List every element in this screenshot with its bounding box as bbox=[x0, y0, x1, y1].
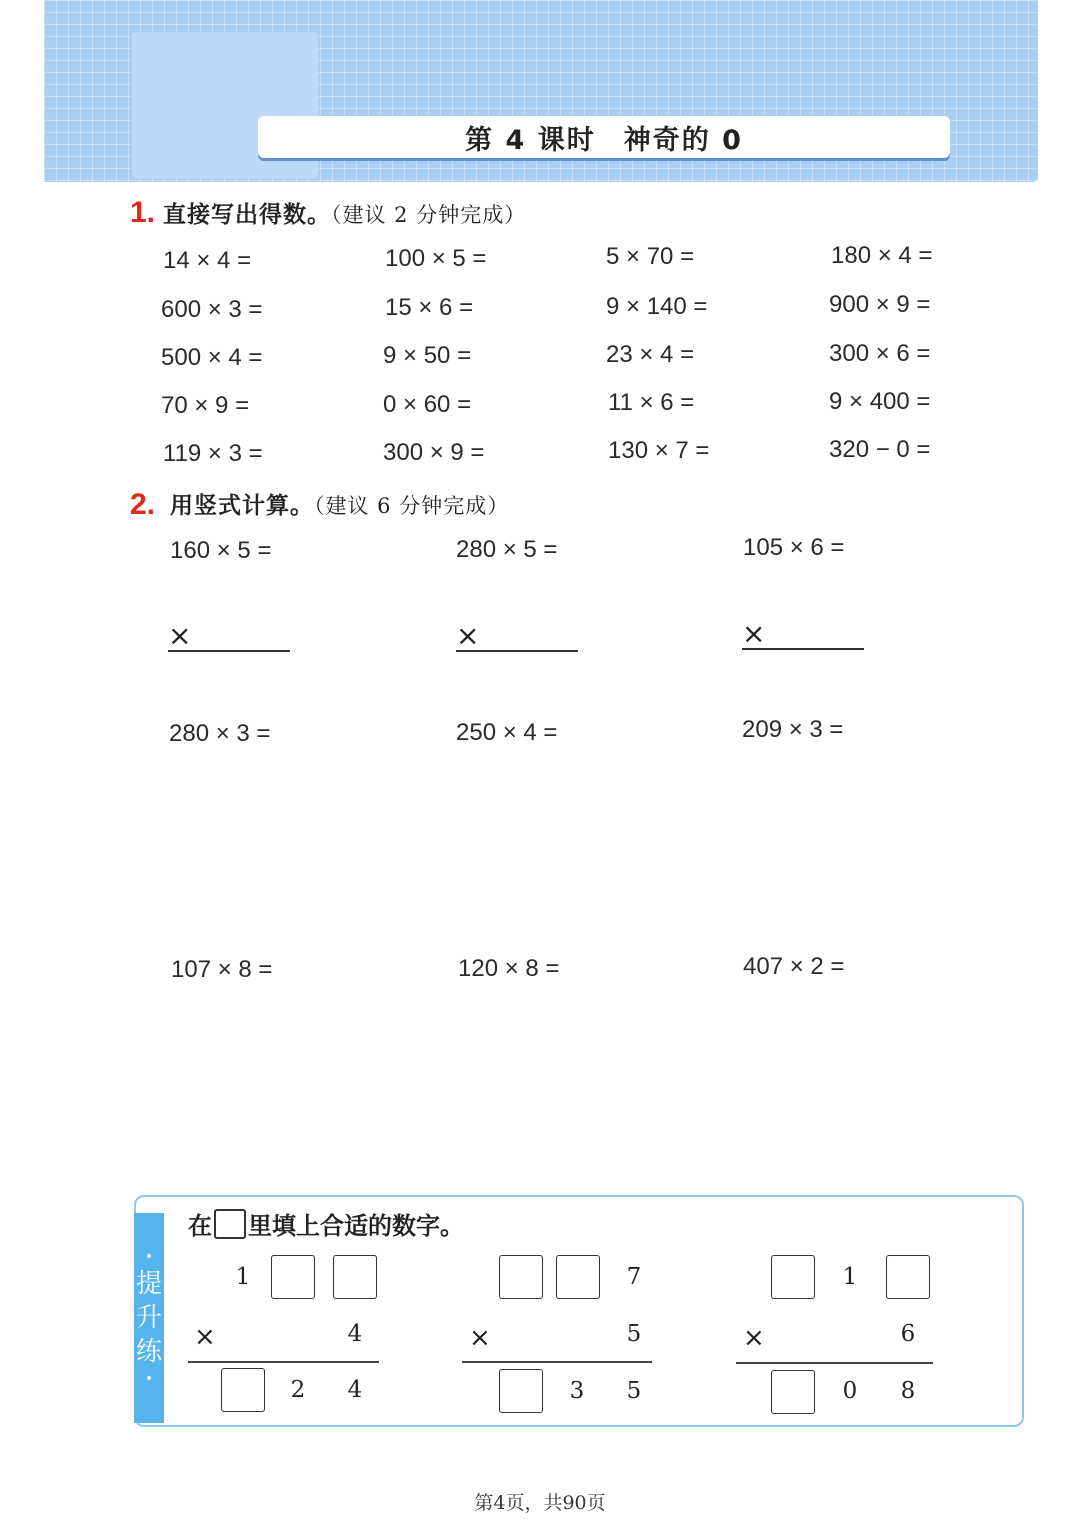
puzzle-digit: 2 bbox=[290, 1377, 306, 1403]
blank-box-icon bbox=[214, 1209, 246, 1239]
vertical-problem: 120 × 8 = bbox=[458, 955, 560, 982]
puzzle-digit: 5 bbox=[626, 1321, 642, 1347]
puzzle-digit: 4 bbox=[347, 1321, 363, 1347]
vertical-problem: 107 × 8 = bbox=[171, 956, 273, 983]
blank-box[interactable] bbox=[499, 1369, 543, 1413]
section-1-hint: （建议 2 分钟完成） bbox=[331, 203, 527, 227]
oral-problem: 100 × 5 = bbox=[385, 245, 487, 272]
section-1-title bbox=[163, 196, 526, 229]
vertical-multiply-line bbox=[742, 617, 864, 650]
blank-box[interactable] bbox=[556, 1255, 600, 1299]
oral-problem: 500 × 4 = bbox=[161, 344, 263, 371]
tab-char: 练 bbox=[135, 1337, 162, 1367]
vertical-multiply-line bbox=[456, 619, 578, 652]
oral-problem: 5 × 70 = bbox=[606, 243, 695, 270]
multiply-sign: × bbox=[742, 617, 766, 650]
section-2-title bbox=[170, 487, 509, 520]
puzzle-digit: 0 bbox=[842, 1378, 858, 1404]
multiply-sign: × bbox=[469, 1323, 491, 1353]
blank-box[interactable] bbox=[499, 1255, 543, 1299]
instruction-suffix: 里填上合适的数字。 bbox=[248, 1212, 464, 1240]
oral-problem: 300 × 6 = bbox=[829, 340, 931, 367]
page-footer: 第4页，共90页 bbox=[474, 1492, 606, 1514]
oral-problem: 11 × 6 = bbox=[608, 389, 695, 416]
puzzle-digit: 4 bbox=[347, 1377, 363, 1403]
blank-box[interactable] bbox=[771, 1255, 815, 1299]
puzzle-digit: 3 bbox=[569, 1378, 585, 1404]
vertical-multiply-line bbox=[168, 619, 290, 652]
puzzle-rule bbox=[188, 1361, 379, 1363]
puzzle-rule bbox=[462, 1361, 652, 1363]
multiply-sign: × bbox=[194, 1322, 216, 1352]
puzzle-rule bbox=[736, 1362, 933, 1364]
oral-problem: 70 × 9 = bbox=[161, 392, 250, 419]
puzzle-digit: 7 bbox=[626, 1264, 642, 1290]
oral-problem: 15 × 6 = bbox=[385, 294, 474, 321]
vertical-problem: 160 × 5 = bbox=[170, 537, 272, 564]
vertical-problem: 407 × 2 = bbox=[743, 953, 845, 980]
multiply-sign: × bbox=[456, 619, 480, 652]
puzzle-digit: 1 bbox=[842, 1264, 858, 1290]
lesson-title bbox=[258, 116, 950, 158]
oral-problem: 180 × 4 = bbox=[831, 242, 933, 269]
oral-problem: 900 × 9 = bbox=[829, 291, 931, 318]
section-2-hint: （建议 6 分钟完成） bbox=[314, 494, 510, 518]
oral-problem: 14 × 4 = bbox=[163, 247, 252, 274]
instruction-prefix: 在 bbox=[188, 1212, 212, 1240]
oral-problem: 0 × 60 = bbox=[383, 391, 472, 418]
blank-box[interactable] bbox=[271, 1255, 315, 1299]
oral-problem: 300 × 9 = bbox=[383, 439, 485, 466]
blank-box[interactable] bbox=[333, 1255, 377, 1299]
multiply-sign: × bbox=[743, 1323, 765, 1353]
oral-problem: 9 × 400 = bbox=[829, 388, 931, 415]
section-1-instruction: 直接写出得数。 bbox=[163, 202, 331, 228]
lesson-number: 第 4 课时 bbox=[465, 124, 596, 156]
tab-char: 提 bbox=[135, 1269, 162, 1299]
enhancement-instruction bbox=[188, 1206, 464, 1241]
oral-problem: 130 × 7 = bbox=[608, 437, 710, 464]
tab-char: 升 bbox=[135, 1303, 162, 1333]
puzzle-digit: 1 bbox=[235, 1264, 251, 1290]
tab-dot: • bbox=[144, 1249, 154, 1265]
blank-box[interactable] bbox=[771, 1370, 815, 1414]
section-1-number: 1. bbox=[130, 196, 156, 229]
oral-problem: 9 × 140 = bbox=[606, 293, 708, 320]
vertical-problem: 105 × 6 = bbox=[743, 534, 845, 561]
section-2-number: 2. bbox=[130, 488, 156, 521]
tab-dot: • bbox=[144, 1371, 154, 1387]
blank-box[interactable] bbox=[886, 1255, 930, 1299]
lesson-topic: 神奇的 0 bbox=[623, 124, 743, 156]
vertical-problem: 250 × 4 = bbox=[456, 719, 558, 746]
oral-problem: 600 × 3 = bbox=[161, 296, 263, 323]
blank-box[interactable] bbox=[221, 1368, 265, 1412]
puzzle-digit: 8 bbox=[900, 1378, 916, 1404]
section-2-instruction: 用竖式计算。 bbox=[170, 493, 314, 519]
vertical-problem: 280 × 3 = bbox=[169, 720, 271, 747]
oral-problem: 119 × 3 = bbox=[163, 440, 263, 467]
oral-problem: 320 − 0 = bbox=[829, 436, 931, 463]
multiply-sign: × bbox=[168, 619, 192, 652]
puzzle-digit: 6 bbox=[900, 1321, 916, 1347]
vertical-problem: 209 × 3 = bbox=[742, 716, 844, 743]
oral-problem: 9 × 50 = bbox=[383, 342, 472, 369]
puzzle-digit: 5 bbox=[626, 1378, 642, 1404]
vertical-problem: 280 × 5 = bbox=[456, 536, 558, 563]
oral-problem: 23 × 4 = bbox=[606, 341, 695, 368]
enhancement-tab bbox=[134, 1213, 164, 1423]
